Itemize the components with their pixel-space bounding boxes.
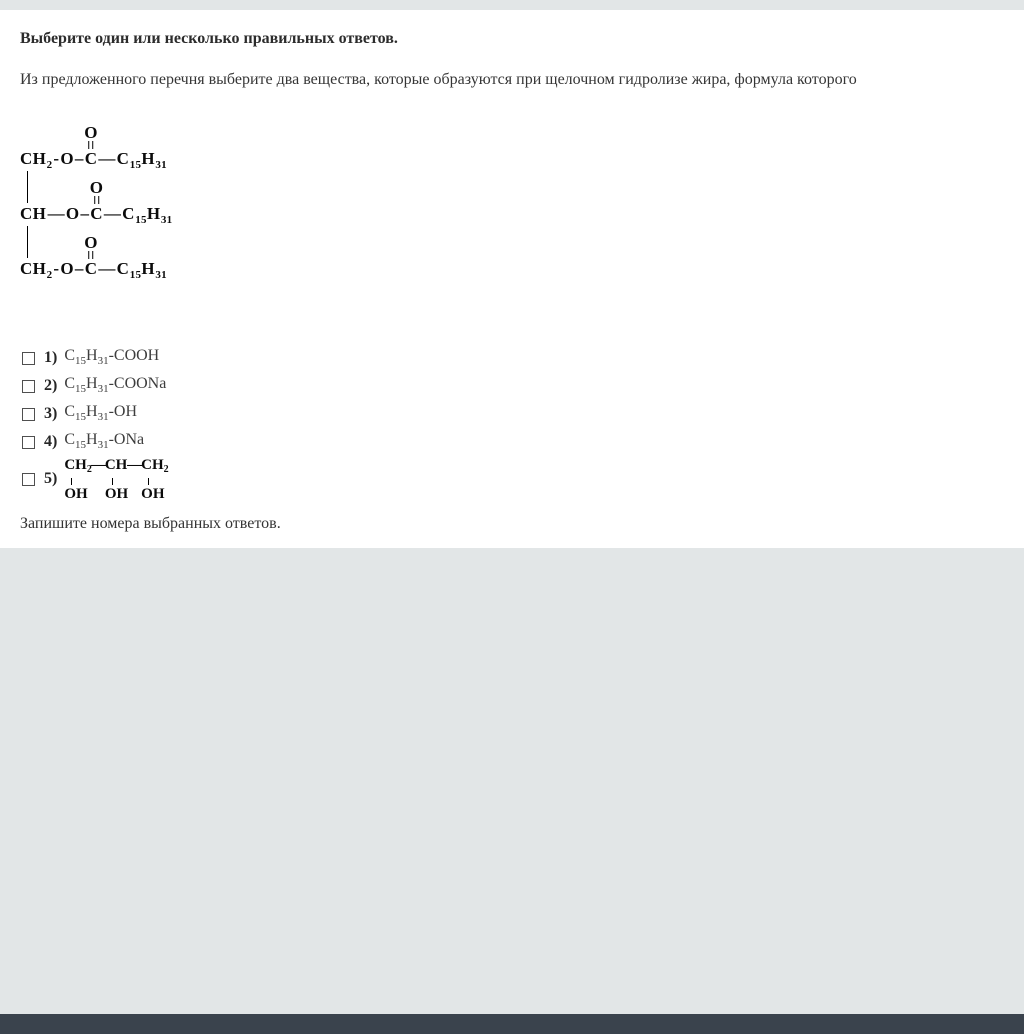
bond: — [103, 204, 122, 223]
backbone-group: $CH_2$ [20, 259, 53, 281]
option-formula: $C_{15}H_{31}-OH$ [64, 402, 137, 423]
ester-row [20, 123, 167, 175]
carbon-label: C [84, 259, 98, 278]
single-bond-icon [148, 478, 149, 485]
double-bond-icon [89, 141, 94, 149]
glycerol-carbon-2: CH OH [104, 456, 129, 502]
option-2-checkbox[interactable] [22, 380, 35, 393]
carbonyl-oxygen-label: O [84, 123, 98, 142]
instruction-text: Выберите один или несколько правильных ответов. [20, 30, 398, 47]
backbone-group: CH [20, 204, 47, 223]
ester-oxygen: O [60, 259, 74, 278]
carbon-label: C [84, 149, 98, 168]
carbonyl-oxygen-label: O [84, 233, 98, 252]
double-bond-icon [89, 251, 94, 259]
option-formula: $C_{15}H_{31}$-COOH [64, 346, 160, 367]
hydroxyl-label: OH [64, 485, 88, 502]
glycerol-structure [64, 457, 168, 502]
answer-options [20, 344, 1024, 502]
alkyl-chain: $C_{15}H_{31}$ [116, 149, 167, 171]
ester-row [20, 233, 167, 285]
bond: — [90, 456, 106, 473]
option-row-4 [20, 428, 1024, 456]
single-bond-icon [112, 478, 113, 485]
fat-structural-formula [20, 114, 320, 284]
option-1-checkbox[interactable] [22, 352, 35, 365]
option-number: 2) [44, 377, 58, 394]
ester-oxygen: O [65, 204, 80, 223]
backbone-bond-line [27, 171, 28, 203]
alkyl-chain: $C_{15}H_{31}$ [116, 259, 167, 281]
option-number: 4) [44, 433, 58, 450]
hydroxyl-label: OH [141, 485, 165, 502]
carbonyl-group [89, 178, 104, 224]
bond: - [53, 259, 60, 278]
single-bond-icon [71, 478, 72, 485]
option-3-checkbox[interactable] [22, 408, 35, 421]
backbone-group: $CH_2$ [20, 149, 53, 171]
bond: - [53, 149, 60, 168]
option-row-5 [20, 456, 1024, 502]
carbon-label: C [90, 204, 103, 223]
bottom-bar [0, 1014, 1024, 1034]
bond: – [74, 149, 84, 168]
glycerol-carbon-1: $CH_2$ OH [64, 456, 92, 502]
backbone-bond-line [27, 226, 28, 258]
answer-note: Запишите номера выбранных ответов. [20, 515, 281, 532]
option-number: 1) [44, 349, 58, 366]
bond: — [98, 259, 116, 278]
question-prompt: Из предложенного перечня выберите два вещества, которые образуются при щелочном гидролизе жира, формула которого [20, 71, 857, 88]
glycerol-carbon-3: $CH_2$ OH [141, 456, 169, 502]
carbonyl-oxygen-label: O [89, 178, 104, 197]
hydroxyl-label: OH [104, 485, 129, 502]
bond: — [98, 149, 116, 168]
bond: – [74, 259, 84, 278]
double-bond-icon [94, 196, 99, 204]
bond: — [47, 204, 65, 223]
option-row-3 [20, 400, 1024, 428]
option-number: 3) [44, 405, 58, 422]
option-formula: $C_{15}H_{31}$-COONa [64, 374, 167, 395]
carbonyl-group [84, 123, 98, 169]
bond: – [80, 204, 90, 223]
option-row-2 [20, 372, 1024, 400]
top-strip [0, 0, 1024, 10]
content-panel [0, 10, 1024, 548]
carbonyl-group [84, 233, 98, 279]
option-4-checkbox[interactable] [22, 436, 35, 449]
option-row-1 [20, 344, 1024, 372]
bond: — [127, 456, 143, 473]
option-formula: $C_{15}H_{31}$-ONa [64, 430, 145, 451]
ester-oxygen: O [60, 149, 74, 168]
option-number: 5) [44, 470, 58, 487]
option-5-checkbox[interactable] [22, 473, 35, 486]
ester-row [20, 178, 173, 230]
alkyl-chain: $C_{15}H_{31}$ [122, 204, 173, 226]
